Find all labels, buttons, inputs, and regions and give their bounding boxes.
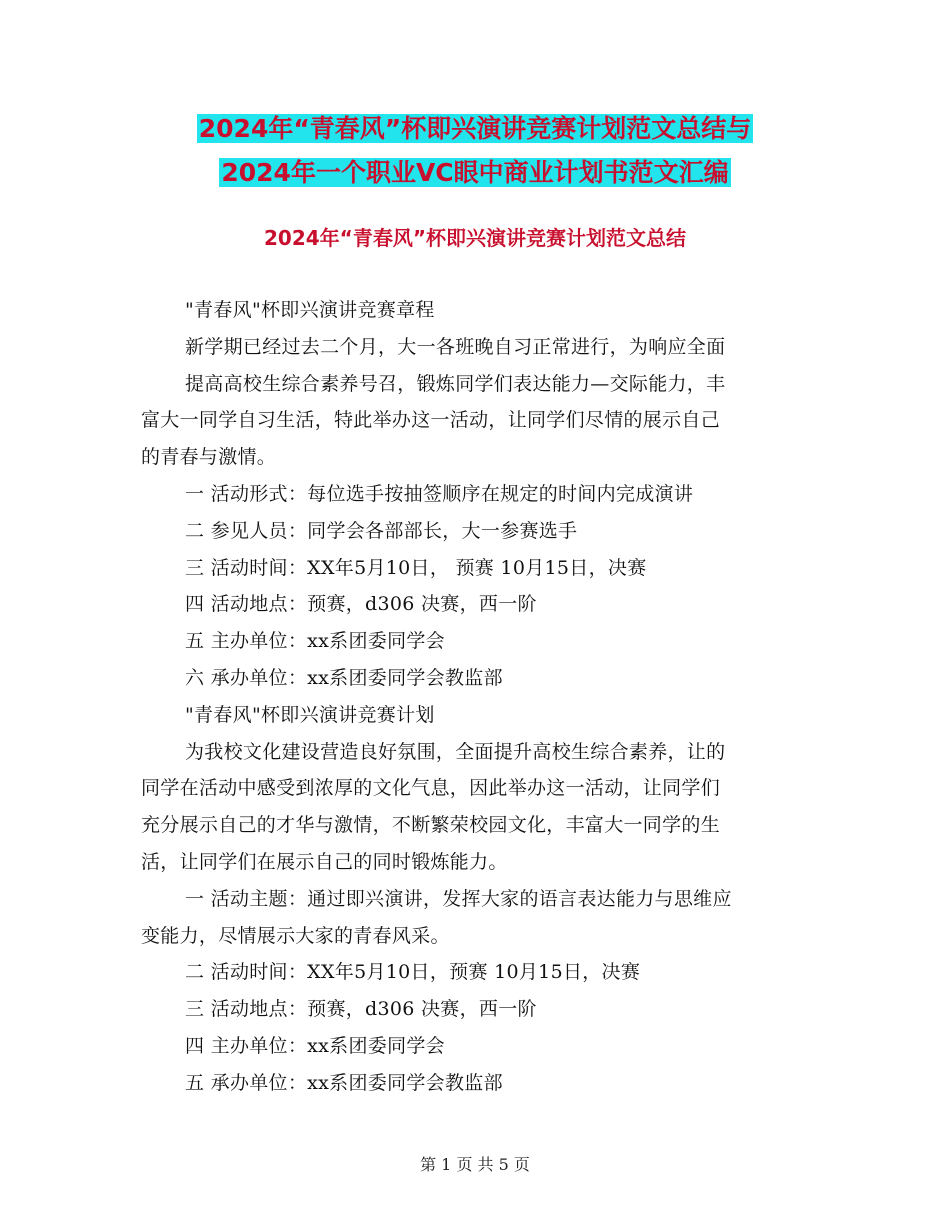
body-line: 三 活动时间：XX年5月10日， 预赛 10月15日，决赛 xyxy=(185,556,647,579)
document-title-line-2 xyxy=(0,153,950,193)
body-line: 提高高校生综合素养号召，锻炼同学们表达能力—交际能力，丰 xyxy=(185,372,726,395)
section-title: 2024年“青春风”杯即兴演讲竞赛计划范文总结 xyxy=(264,226,686,250)
body-line: 二 参见人员：同学会各部部长，大一参赛选手 xyxy=(185,519,578,542)
body-line: 变能力，尽情展示大家的青春风采。 xyxy=(141,924,450,947)
title-highlight-2: 2024年一个职业VC眼中商业计划书范文汇编 xyxy=(221,158,729,187)
body-line: 同学在活动中感受到浓厚的文化气息，因此举办这一活动，让同学们 xyxy=(141,777,721,800)
body-line: 三 活动地点：预赛，d306 决赛，西一阶 xyxy=(185,998,537,1021)
body-line: 为我校文化建设营造良好氛围，全面提升高校生综合素养，让的 xyxy=(185,740,726,763)
body-line: 一 活动主题：通过即兴演讲，发挥大家的语言表达能力与思维应 xyxy=(185,887,732,910)
body-line: 二 活动时间：XX年5月10日，预赛 10月15日，决赛 xyxy=(185,961,641,984)
body-line: 富大一同学自习生活，特此举办这一活动，让同学们尽情的展示自己 xyxy=(141,409,721,432)
body-line: 的青春与激情。 xyxy=(141,446,277,469)
body-line: 四 主办单位：xx系团委同学会 xyxy=(185,1034,445,1057)
body-line: 五 承办单位：xx系团委同学会教监部 xyxy=(185,1071,503,1094)
body-line: 一 活动形式：每位选手按抽签顺序在规定的时间内完成演讲 xyxy=(185,482,694,505)
title-highlight-1: 2024年“青春风”杯即兴演讲竞赛计划范文总结与 xyxy=(198,114,752,143)
body-line: "青春风"杯即兴演讲竞赛计划 xyxy=(185,703,435,726)
body-line: 六 承办单位：xx系团委同学会教监部 xyxy=(185,666,503,689)
body-line: 活，让同学们在展示自己的同时锻炼能力。 xyxy=(141,850,508,873)
body-line: 五 主办单位：xx系团委同学会 xyxy=(185,630,445,653)
body-line: "青春风"杯即兴演讲竞赛章程 xyxy=(185,299,435,321)
body-line: 新学期已经过去二个月，大一各班晚自习正常进行，为响应全面 xyxy=(185,335,726,358)
page-footer: 第 1 页 共 5 页 xyxy=(420,1155,530,1174)
document-title-line-1 xyxy=(0,109,950,149)
body-line: 充分展示自己的才华与激情，不断繁荣校园文化，丰富大一同学的生 xyxy=(141,814,721,837)
body-line: 四 活动地点：预赛，d306 决赛，西一阶 xyxy=(185,593,537,616)
document-body xyxy=(141,292,809,1102)
